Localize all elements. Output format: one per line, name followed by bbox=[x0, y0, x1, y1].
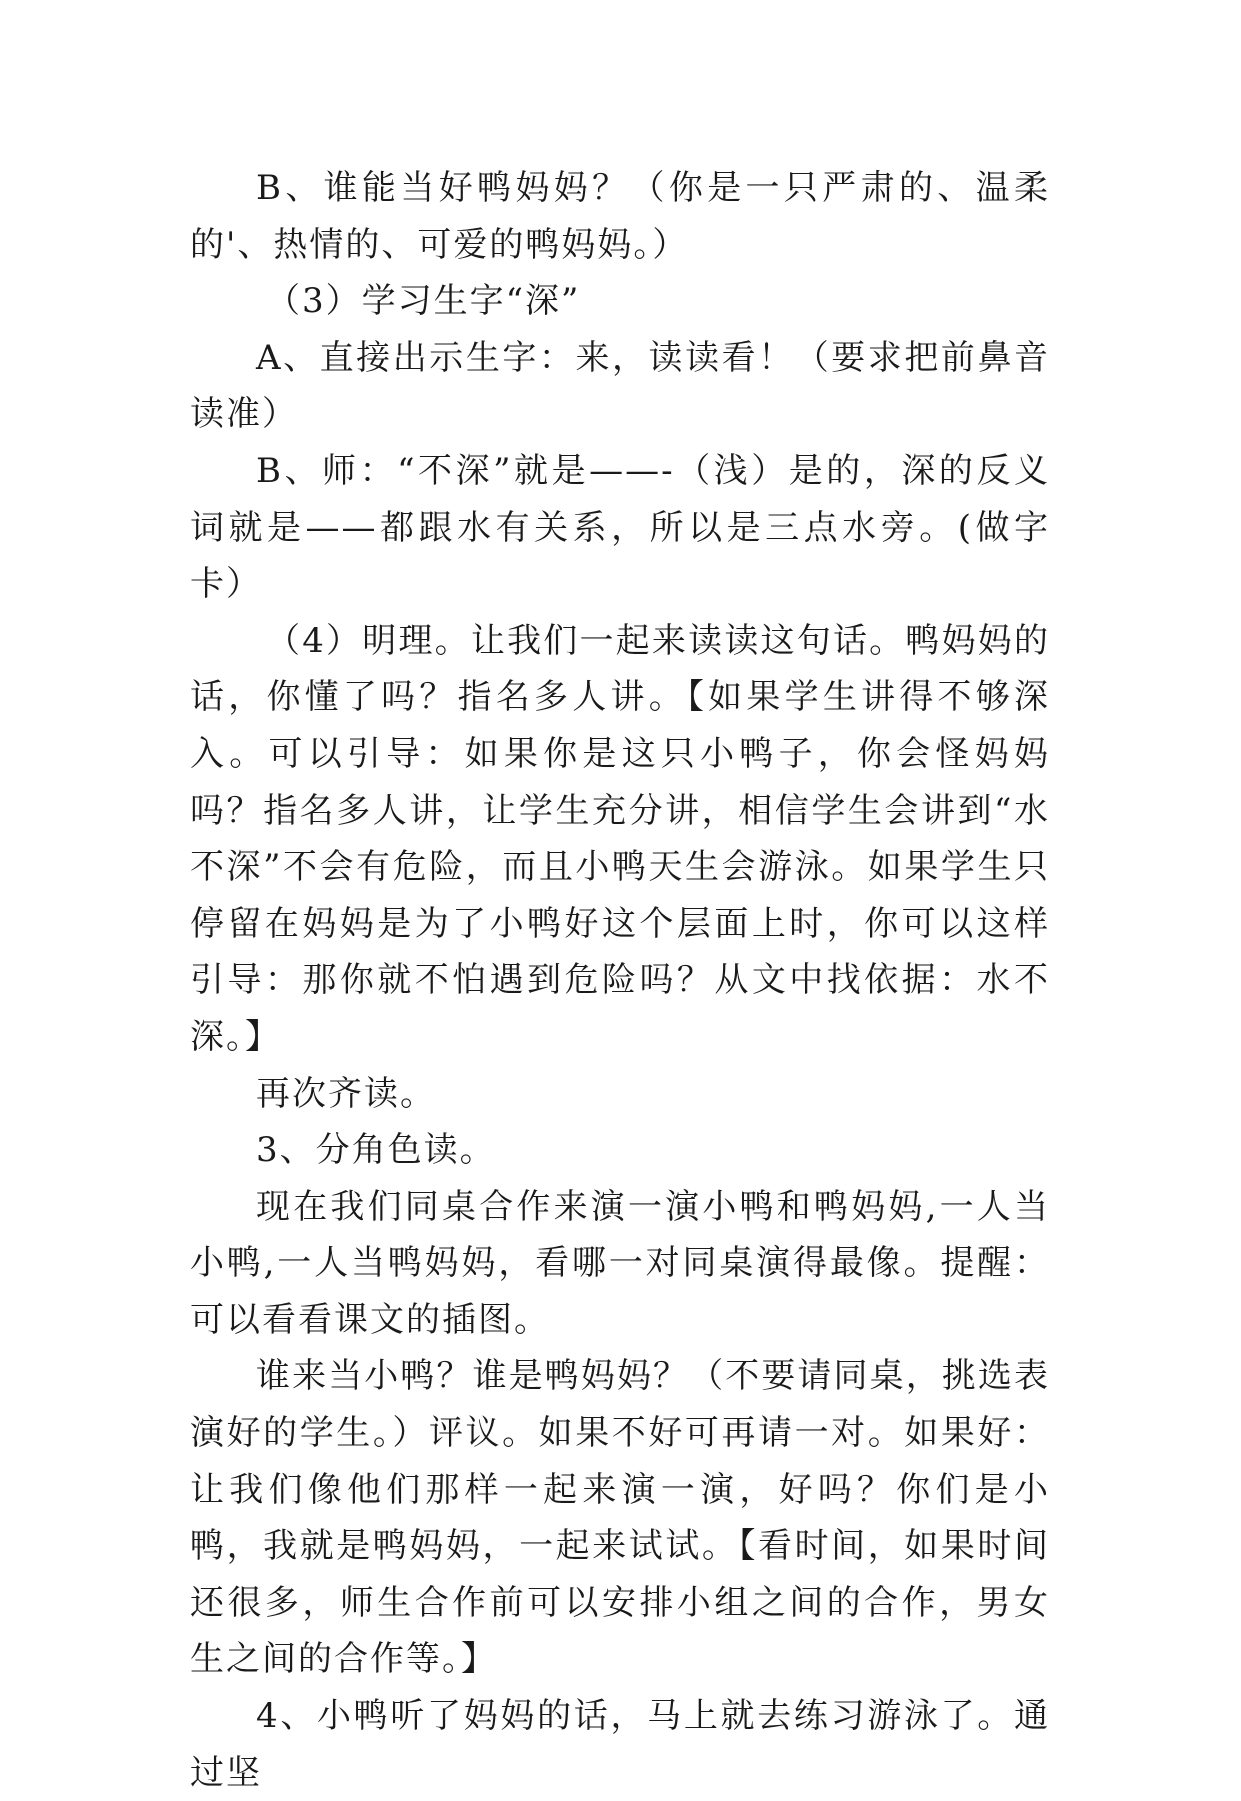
paragraph-8: 现在我们同桌合作来演一演小鸭和鸭妈妈,一人当小鸭,一人当鸭妈妈，看哪一对同桌演得最像。提醒：可以看看课文的插图。 bbox=[190, 1186, 1050, 1340]
paragraph-4: B、师：“不深”就是——-（浅）是的，深的反义词就是——都跟水有关系，所以是三点水旁。(做字卡） bbox=[190, 450, 1050, 605]
document-body bbox=[190, 160, 1050, 1801]
paragraph-5: （4）明理。让我们一起来读读这句话。鸭妈妈的话，你懂了吗？指名多人讲。【如果学生讲得不够深入。可以引导：如果你是这只小鸭子，你会怪妈妈吗？指名多人讲，让学生充分讲，相信学生会讲到“水不深”不会有危险，而且小鸭天生会游泳。如果学生只停留在妈妈是为了小鸭好这个层面上时，你可以这样引导：那你就不怕遇到危险吗？从文中找依据：水不深。】 bbox=[190, 620, 1050, 1057]
paragraph-9: 谁来当小鸭？谁是鸭妈妈？（不要请同桌，挑选表演好的学生。）评议。如果不好可再请一对。如果好：让我们像他们那样一起来演一演，好吗？你们是小鸭，我就是鸭妈妈，一起来试试。【看时间，如果时间还很多，师生合作前可以安排小组之间的合作，男女生之间的合作等。】 bbox=[190, 1356, 1050, 1680]
paragraph-10: 4、小鸭听了妈妈的话，马上就去练习游泳了。通过坚 bbox=[190, 1696, 1050, 1793]
paragraph-3: A、直接出示生字：来，读读看！（要求把前鼻音读准） bbox=[190, 337, 1050, 435]
paragraph-1: B、谁能当好鸭妈妈？（你是一只严肃的、温柔的'、热情的、可爱的鸭妈妈。） bbox=[190, 168, 1050, 265]
paragraph-6: 再次齐读。 bbox=[256, 1073, 436, 1114]
paragraph-2: （3）学习生字“深” bbox=[266, 281, 581, 322]
paragraph-7: 3、分角色读。 bbox=[256, 1130, 496, 1171]
